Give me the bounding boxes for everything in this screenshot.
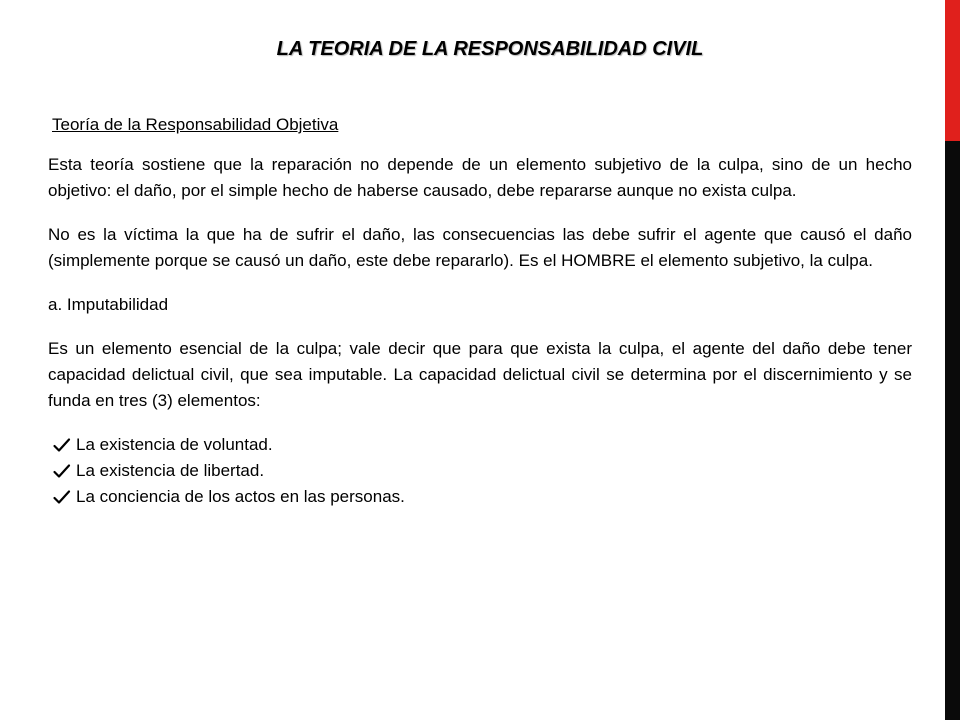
paragraph-victim: No es la víctima la que ha de sufrir el daño, las consecuencias las debe sufrir el agente que causó el daño (simplemente porque se causó un daño, este debe repararlo). Es el HOMBRE el elemento subjetivo, la culpa. xyxy=(48,225,912,270)
checklist-item xyxy=(48,458,912,484)
slide-title xyxy=(0,38,960,61)
side-accent-bar xyxy=(945,0,960,720)
section-subtitle: Teoría de la Responsabilidad Objetiva xyxy=(52,115,339,134)
side-accent-dark xyxy=(945,141,960,720)
checklist-item xyxy=(48,432,912,458)
check-icon xyxy=(52,435,72,455)
elements-checklist xyxy=(48,432,912,510)
section-imputability-heading: a. Imputabilidad xyxy=(48,295,169,314)
slide-title-text: LA TEORIA DE LA RESPONSABILIDAD CIVIL xyxy=(276,38,704,60)
check-icon xyxy=(52,461,72,481)
side-accent-red xyxy=(945,0,960,141)
checklist-item-text: La existencia de libertad. xyxy=(76,461,265,480)
slide-content xyxy=(48,112,912,510)
paragraph-objective-theory: Esta teoría sostiene que la reparación no depende de un elemento subjetivo de la culpa, sino de un hecho objetivo: el daño, por el simple hecho de haberse causado, debe repararse aunque no exista culpa. xyxy=(48,155,912,200)
check-icon xyxy=(52,487,72,507)
checklist-item-text: La conciencia de los actos en las personas. xyxy=(76,487,405,506)
checklist-item xyxy=(48,484,912,510)
checklist-item-text: La existencia de voluntad. xyxy=(76,435,273,454)
paragraph-imputability: Es un elemento esencial de la culpa; vale decir que para que exista la culpa, el agente del daño debe tener capacidad delictual civil, que sea imputable. La capacidad delictual civil se determina por el discernimiento y se funda en tres (3) elementos: xyxy=(48,339,912,410)
